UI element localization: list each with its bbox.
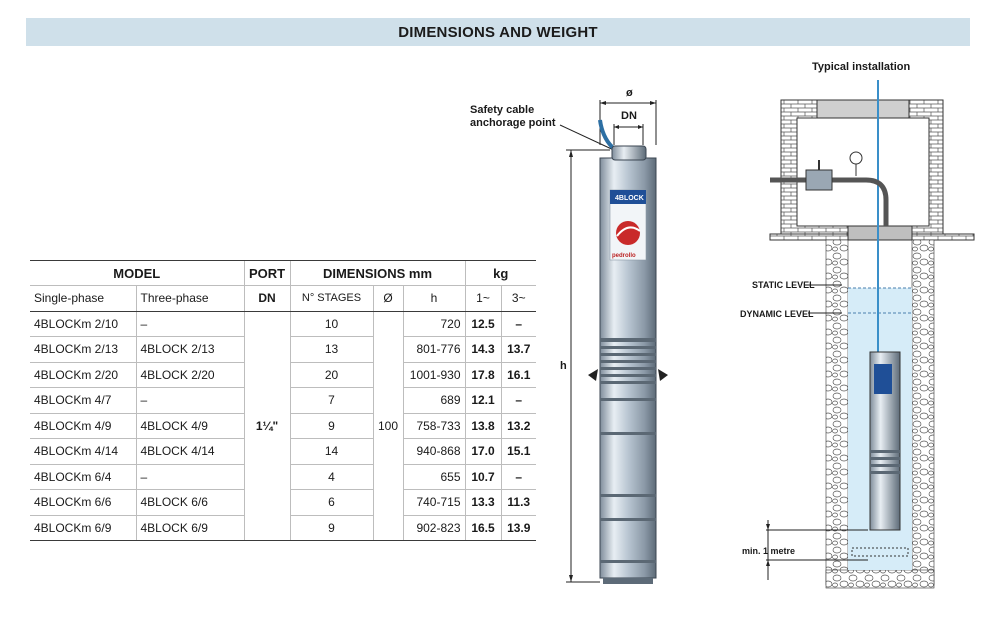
model-single-phase: 4BLOCKm 2/20 — [30, 362, 136, 388]
subheader-dia: Ø — [373, 286, 403, 312]
height-label: h — [560, 360, 567, 372]
height-value: 740-715 — [403, 490, 465, 516]
model-single-phase: 4BLOCKm 6/6 — [30, 490, 136, 516]
header-port: PORT — [244, 261, 290, 286]
height-value: 720 — [403, 311, 465, 337]
weight-single-phase: 17.0 — [465, 439, 501, 465]
weight-three-phase: – — [501, 388, 536, 414]
weight-single-phase: 13.8 — [465, 413, 501, 439]
logo-text: pedrollo — [612, 253, 636, 259]
stages-value: 14 — [290, 439, 373, 465]
stages-value: 7 — [290, 388, 373, 414]
subheader-stages: N° STAGES — [290, 286, 373, 312]
height-value: 902-823 — [403, 515, 465, 541]
static-level-label: STATIC LEVEL — [752, 280, 815, 290]
model-three-phase: 4BLOCK 4/9 — [136, 413, 244, 439]
model-single-phase: 4BLOCKm 6/4 — [30, 464, 136, 490]
weight-three-phase: 11.3 — [501, 490, 536, 516]
weight-single-phase: 10.7 — [465, 464, 501, 490]
brand-label: 4BLOCK — [615, 195, 644, 202]
stages-value: 13 — [290, 337, 373, 363]
weight-three-phase: 13.2 — [501, 413, 536, 439]
model-three-phase: – — [136, 311, 244, 337]
model-three-phase: – — [136, 388, 244, 414]
installation-title: Typical installation — [812, 61, 911, 73]
stages-value: 9 — [290, 515, 373, 541]
model-single-phase: 4BLOCKm 2/10 — [30, 311, 136, 337]
subheader-three-phase: Three-phase — [136, 286, 244, 312]
weight-single-phase: 13.3 — [465, 490, 501, 516]
model-three-phase: 4BLOCK 4/14 — [136, 439, 244, 465]
model-single-phase: 4BLOCKm 4/14 — [30, 439, 136, 465]
model-three-phase: 4BLOCK 2/20 — [136, 362, 244, 388]
dynamic-level-label: DYNAMIC LEVEL — [740, 309, 814, 319]
weight-three-phase: – — [501, 311, 536, 337]
min-depth-label: min. 1 metre — [742, 546, 796, 556]
height-value: 655 — [403, 464, 465, 490]
height-value: 801-776 — [403, 337, 465, 363]
weight-single-phase: 14.3 — [465, 337, 501, 363]
diameter-label: ø — [626, 87, 633, 99]
port-value: 1¼" — [244, 311, 290, 541]
subheader-kg3: 3~ — [501, 286, 536, 312]
stages-value: 9 — [290, 413, 373, 439]
stages-value: 6 — [290, 490, 373, 516]
subheader-dn: DN — [244, 286, 290, 312]
model-three-phase: – — [136, 464, 244, 490]
stages-value: 20 — [290, 362, 373, 388]
weight-single-phase: 12.5 — [465, 311, 501, 337]
header-dimensions: DIMENSIONS mm — [290, 261, 465, 286]
stages-value: 4 — [290, 464, 373, 490]
model-three-phase: 4BLOCK 2/13 — [136, 337, 244, 363]
diameter-value: 100 — [373, 311, 403, 541]
height-value: 1001-930 — [403, 362, 465, 388]
safety-cable-label: Safety cable anchorage point — [470, 104, 556, 129]
section-title: DIMENSIONS AND WEIGHT — [398, 23, 598, 41]
header-kg: kg — [465, 261, 536, 286]
weight-three-phase: 15.1 — [501, 439, 536, 465]
weight-three-phase: – — [501, 464, 536, 490]
weight-three-phase: 13.7 — [501, 337, 536, 363]
dn-label: DN — [621, 110, 637, 122]
weight-single-phase: 12.1 — [465, 388, 501, 414]
weight-three-phase: 13.9 — [501, 515, 536, 541]
height-value: 689 — [403, 388, 465, 414]
stages-value: 10 — [290, 311, 373, 337]
model-single-phase: 4BLOCKm 4/9 — [30, 413, 136, 439]
subheader-h: h — [403, 286, 465, 312]
model-three-phase: 4BLOCK 6/9 — [136, 515, 244, 541]
header-model: MODEL — [30, 261, 244, 286]
subheader-single-phase: Single-phase — [30, 286, 136, 312]
weight-single-phase: 16.5 — [465, 515, 501, 541]
subheader-kg1: 1~ — [465, 286, 501, 312]
model-three-phase: 4BLOCK 6/6 — [136, 490, 244, 516]
model-single-phase: 4BLOCKm 6/9 — [30, 515, 136, 541]
model-single-phase: 4BLOCKm 4/7 — [30, 388, 136, 414]
model-single-phase: 4BLOCKm 2/13 — [30, 337, 136, 363]
height-value: 940-868 — [403, 439, 465, 465]
weight-single-phase: 17.8 — [465, 362, 501, 388]
height-value: 758-733 — [403, 413, 465, 439]
weight-three-phase: 16.1 — [501, 362, 536, 388]
